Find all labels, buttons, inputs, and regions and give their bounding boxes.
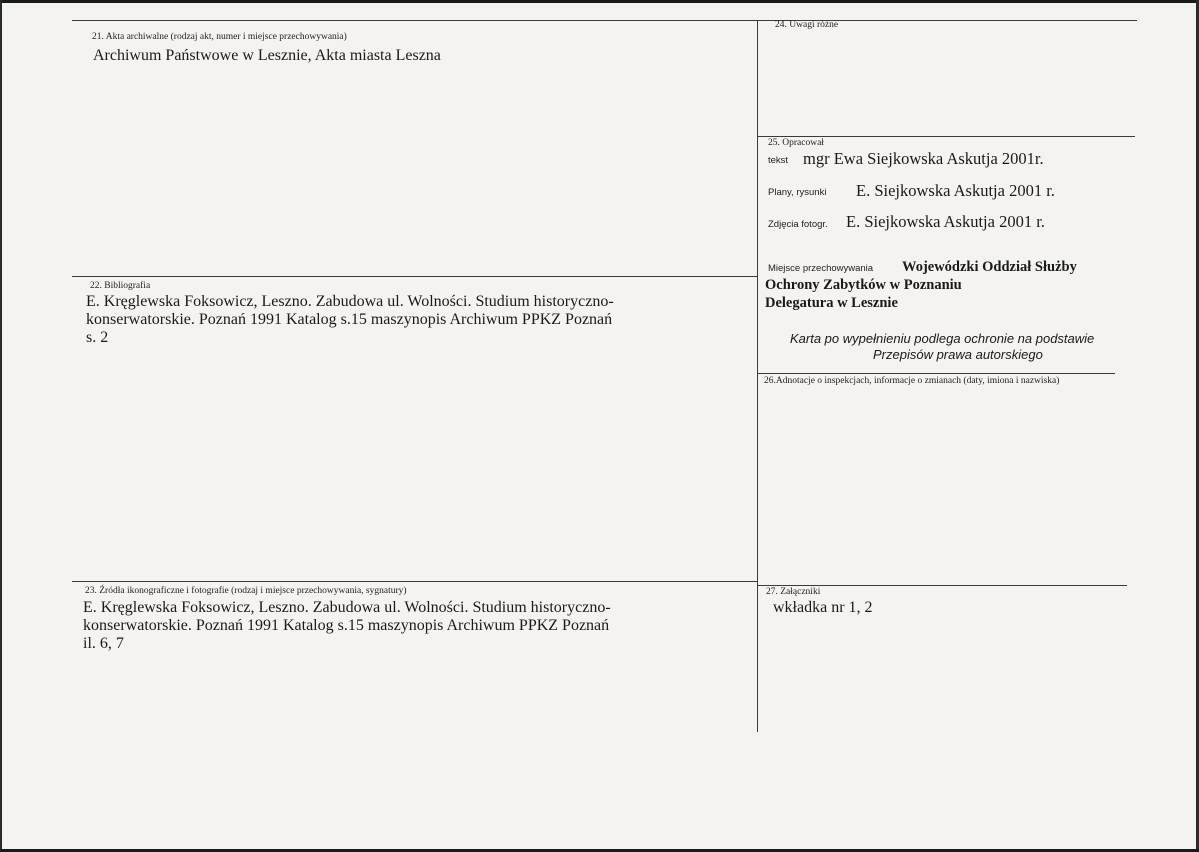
section-22-line-2: konserwatorskie. Poznań 1991 Katalog s.15 maszynopis Archiwum PPKZ Poznań (86, 311, 613, 328)
rule-section-22 (72, 276, 757, 277)
section-27-value: wkładka nr 1, 2 (773, 599, 873, 616)
section-22-line-1: E. Kręglewska Foksowicz, Leszno. Zabudowa ul. Wolności. Studium historyczno- (86, 293, 614, 310)
column-divider (757, 20, 758, 732)
section-26-label: 26.Adnotacje o inspekcjach, informacje o zmianach (daty, imiona i nazwiska) (764, 376, 1060, 386)
section-22-line-3: s. 2 (86, 329, 109, 346)
rule-section-23 (72, 581, 757, 582)
zdjecia-value: E. Siejkowska Askutja 2001 r. (846, 212, 1045, 231)
copyright-note-line-1: Karta po wypełnieniu podlega ochronie na podstawie (790, 331, 1095, 346)
top-rule-left (72, 20, 757, 21)
miejsce-line-3: Delegatura w Lesznie (765, 295, 898, 311)
section-23-line-1: E. Kręglewska Foksowicz, Leszno. Zabudowa ul. Wolności. Studium historyczno- (83, 599, 611, 616)
zdjecia-label: Zdjęcia fotogr. (768, 219, 828, 230)
miejsce-label: Miejsce przechowywania (768, 263, 874, 274)
section-23-line-2: konserwatorskie. Poznań 1991 Katalog s.15 maszynopis Archiwum PPKZ Poznań (83, 617, 610, 634)
section-23-label: 23. Źródła ikonograficzne i fotografie (rodzaj i miejsce przechowywania, sygnatury) (85, 586, 407, 596)
section-23-line-3: il. 6, 7 (83, 635, 124, 652)
tekst-label: tekst (768, 155, 789, 166)
miejsce-line-1: Wojewódzki Oddział Służby (902, 259, 1077, 275)
tekst-value: mgr Ewa Siejkowska Askutja 2001r. (803, 149, 1044, 168)
plany-label: Plany, rysunki (768, 187, 827, 198)
page-edge-top (0, 0, 1199, 3)
section-25-label: 25. Opracował (768, 138, 824, 148)
rule-section-27 (757, 585, 1127, 586)
section-21-value: Archiwum Państwowe w Lesznie, Akta miasta Leszna (93, 47, 441, 64)
section-22-label: 22. Bibliografia (90, 281, 151, 291)
rule-section-25 (757, 136, 1135, 137)
page-edge-left (0, 0, 2, 852)
section-24-label: 24. Uwagi różne (775, 20, 839, 30)
plany-value: E. Siejkowska Askutja 2001 r. (856, 181, 1055, 200)
miejsce-line-2: Ochrony Zabytków w Poznaniu (765, 277, 962, 293)
section-21-label: 21. Akta archiwalne (rodzaj akt, numer i miejsce przechowywania) (92, 32, 347, 42)
copyright-note-line-2: Przepisów prawa autorskiego (873, 347, 1043, 362)
rule-section-26 (757, 373, 1115, 374)
section-27-label: 27. Załączniki (766, 587, 821, 597)
